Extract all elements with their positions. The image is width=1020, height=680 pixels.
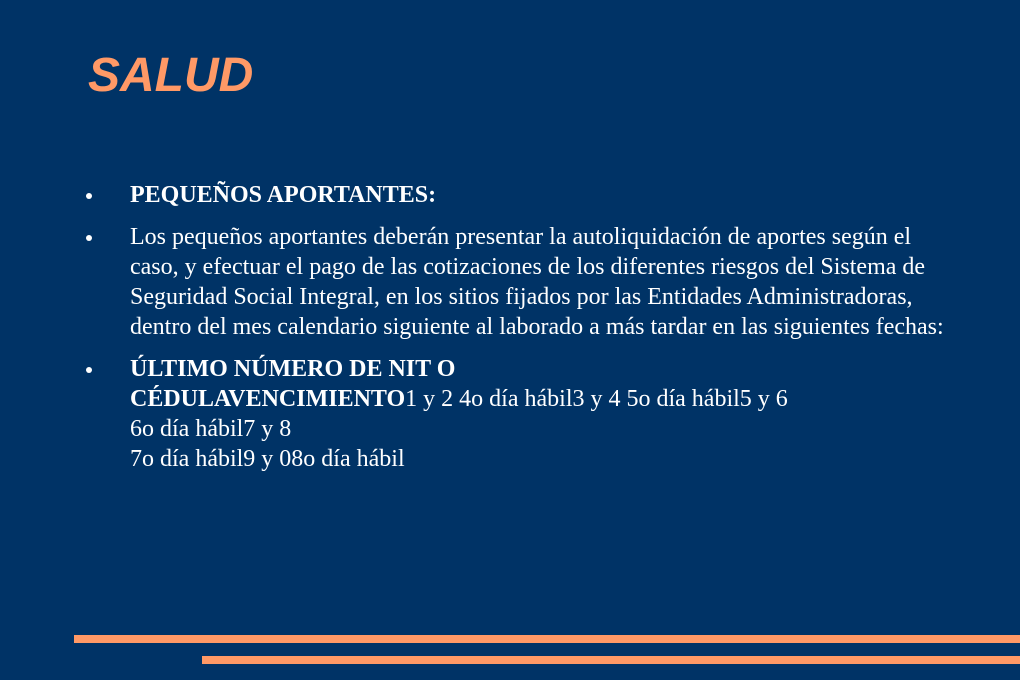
deadline-heading-line-1: ÚLTIMO NÚMERO DE NIT O: [130, 356, 456, 382]
bullet-icon: [86, 235, 92, 241]
deadline-heading-line-2: [130, 384, 946, 414]
bullet-list: [86, 180, 946, 486]
bullet-icon: [86, 193, 92, 199]
bullet-icon: [86, 367, 92, 373]
deadline-row-1: 1 y 2 4o día hábil3 y 4 5o día hábil5 y 6: [405, 386, 788, 412]
decorative-line-bottom: [202, 656, 1020, 664]
bullet-item: [86, 354, 946, 474]
bullet-item: [86, 222, 946, 342]
bullet-text: Los pequeños aportantes deberán presentar la autoliquidación de aportes según el caso, y efectuar el pago de las cotizaciones de los diferentes riesgos del Sistema de Seguridad Social Integral, en los sitios fijados por las Entidades Administradoras, dentro del mes calendario siguiente al laborado a más tardar en las siguientes fechas:: [130, 224, 944, 340]
deadline-row-3: 7o día hábil9 y 08o día hábil: [130, 446, 405, 472]
deadline-heading-line-2-text: CÉDULAVENCIMIENTO: [130, 386, 406, 412]
decorative-line-top: [74, 635, 1020, 643]
slide-title: SALUD: [88, 49, 254, 102]
bullet-text: PEQUEÑOS APORTANTES:: [130, 182, 437, 208]
bullet-text: [130, 354, 946, 474]
bullet-item: [86, 180, 946, 210]
deadline-row-2: 6o día hábil7 y 8: [130, 416, 292, 442]
